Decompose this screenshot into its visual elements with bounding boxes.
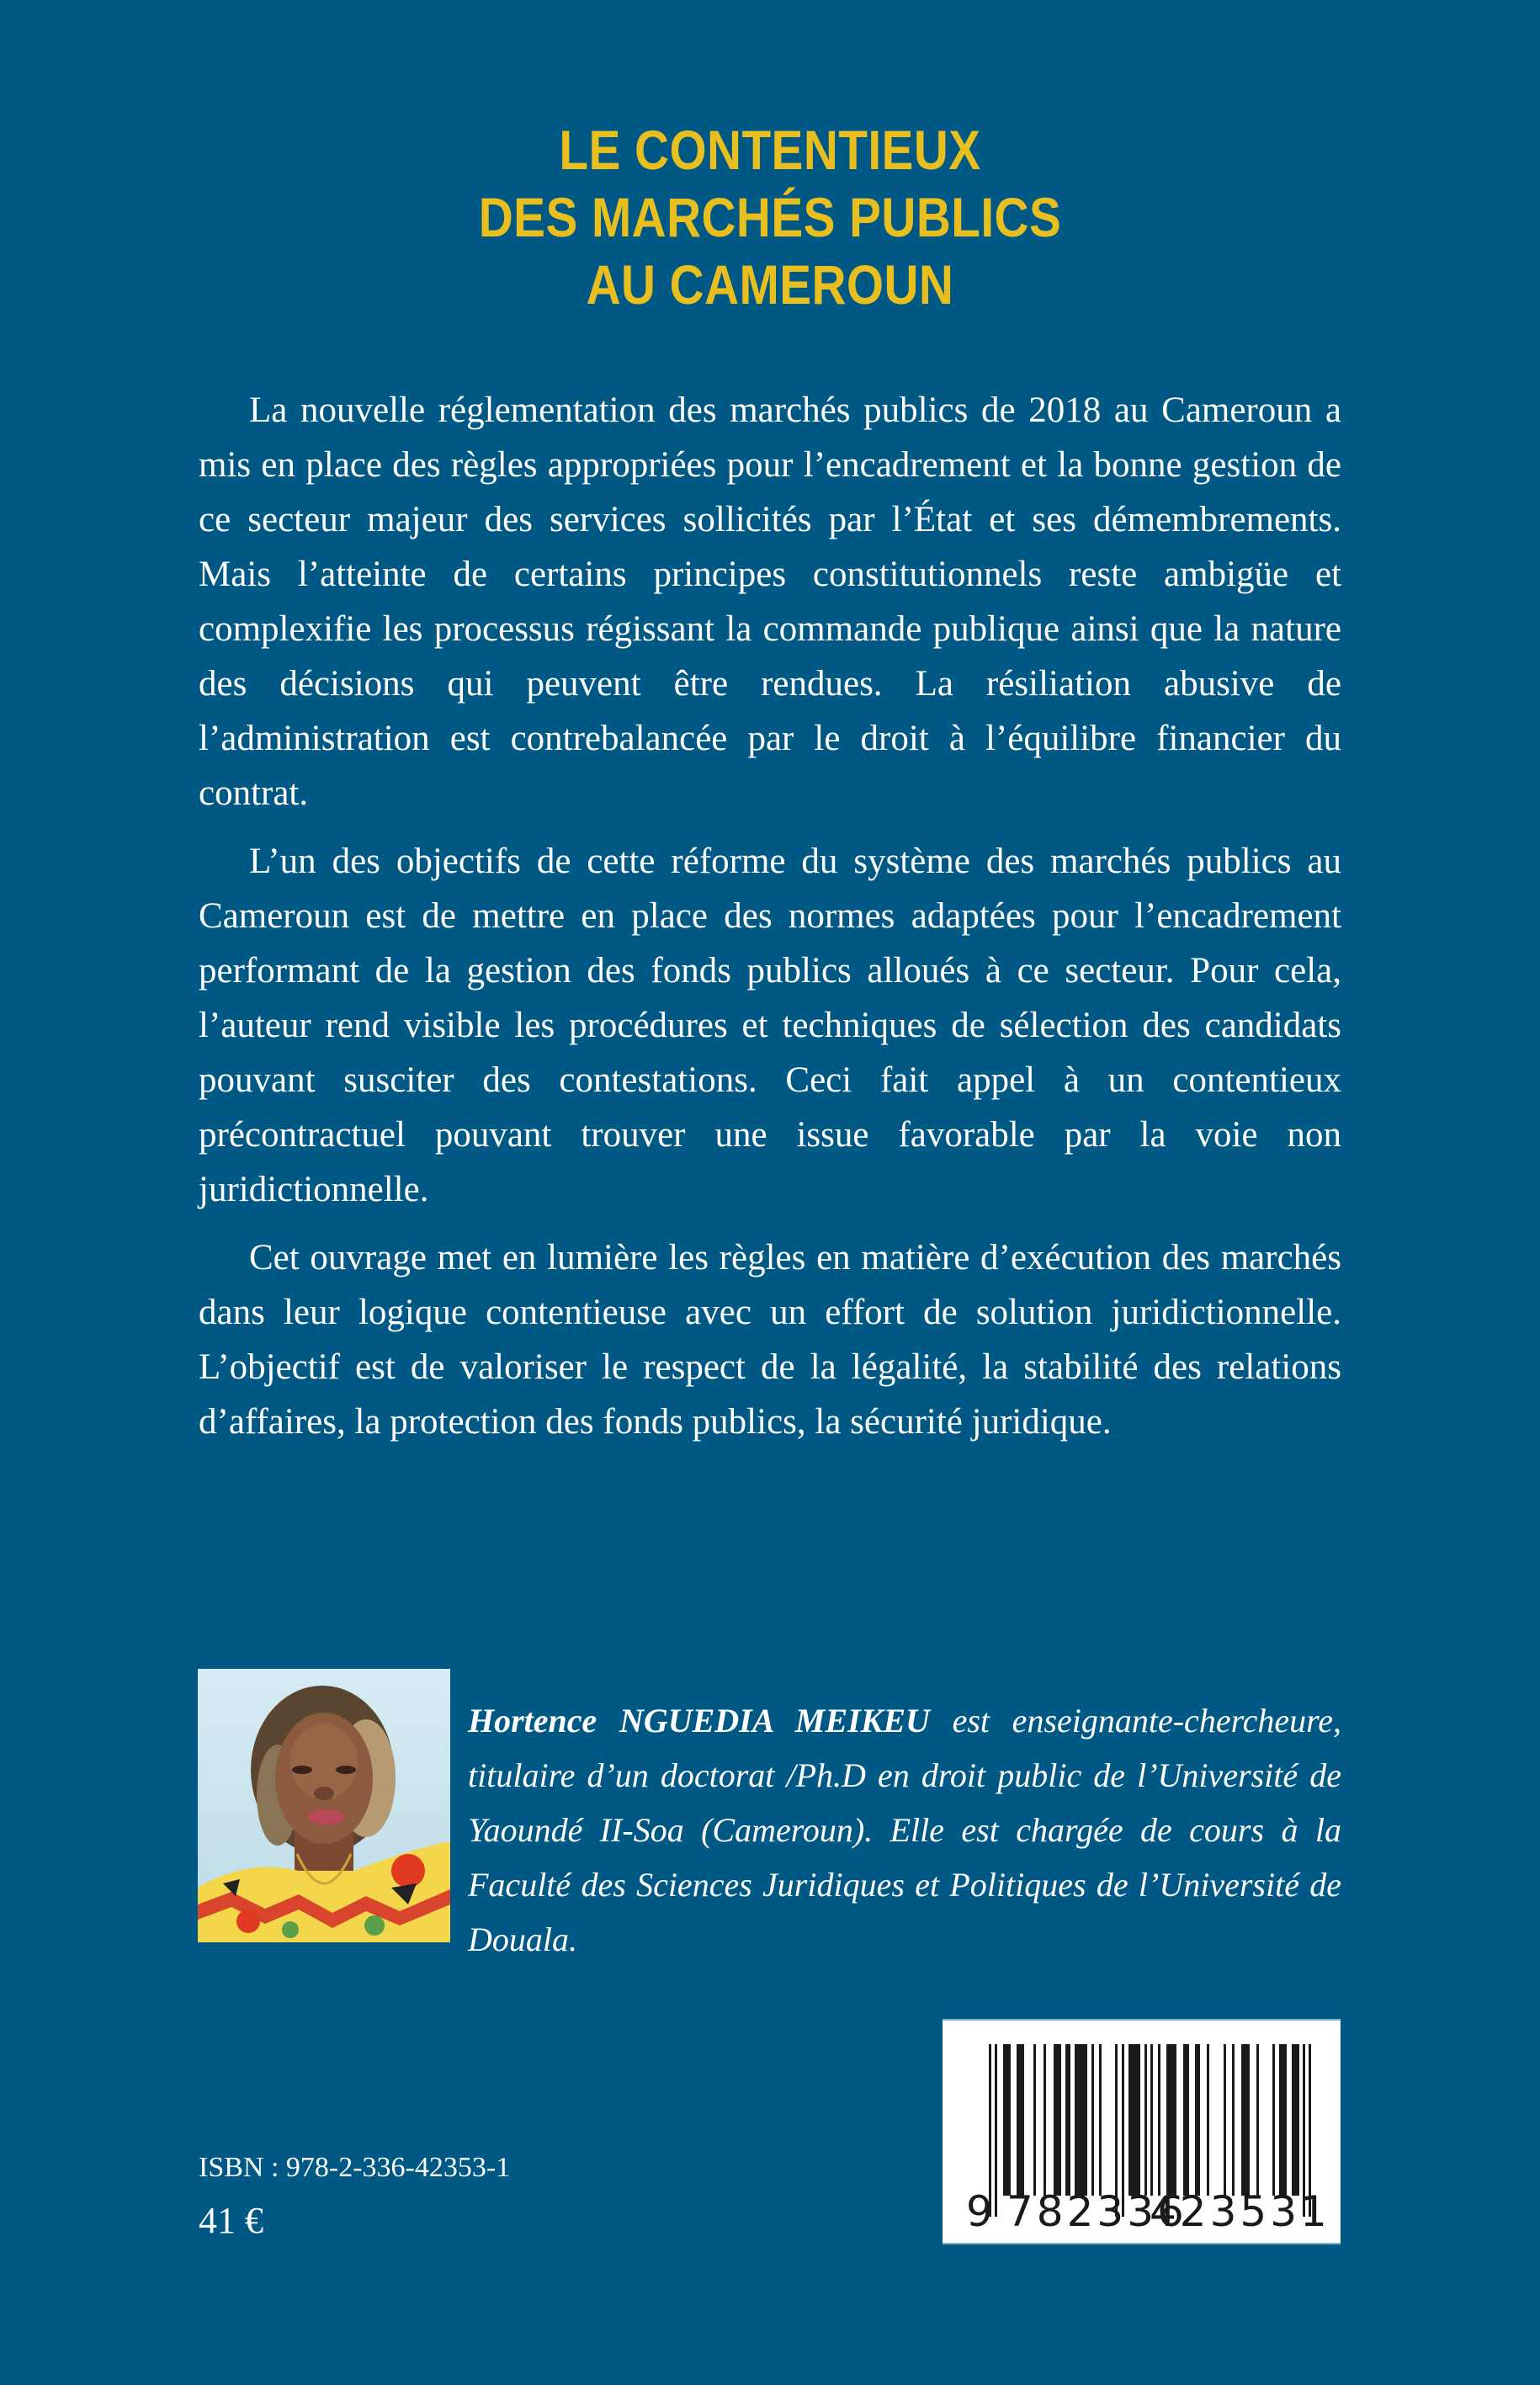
author-photo [198,1669,450,1942]
price: 41 € [199,2200,263,2241]
author-name: Hortence NGUEDIA MEIKEU [468,1702,930,1740]
blurb-paragraph-1: La nouvelle réglementation des marchés publics de 2018 au Cameroun a mis en place des règles appropriées pour l’encadrement et la bonne gestion de ce secteur majeur des services sollicités par l’État et ses démembrements. Mais l’atteinte de certains principes constitutionnels reste ambigüe et complexifie les processus régissant la commande publique ainsi que la nature des décisions qui peuvent être rendues. La résiliation abusive de l’administration est contrebalancée par le droit à l’équilibre financier du contrat. [199,390,1341,813]
title-line-1: LE CONTENTIEUX [559,119,981,181]
book-title [108,116,1432,318]
blurb [199,383,1341,1463]
blurb-paragraph-2: L’un des objectifs de cette réforme du système des marchés publics au Cameroun est de mettre en place des normes adaptées pour l’encadrement performant de la gestion des fonds publics alloués à ce secteur. Pour cela, l’auteur rend visible les procédures et techniques de sélection des candidats pouvant susciter des contestations. Ceci fait appel à un contentieux précontractuel pouvant trouver une issue favorable par la voie non juridictionnelle. [199,842,1341,1209]
barcode-first-digit: 9 [966,2187,996,2236]
title-line-2: DES MARCHÉS PUBLICS [478,186,1062,248]
title-line-3: AU CAMEROUN [586,253,954,316]
barcode-left-group: 782336 [1006,2187,1187,2236]
barcode-right-group: 423531 [1150,2187,1330,2236]
author-bio-text: est enseignante-chercheure, titulaire d’un doctorat /Ph.D en droit public de l’Université de Yaoundé II-Soa (Cameroun). Elle est chargée de cours à la Faculté des Sciences Juridiques et Politiques de l’Université de Douala. [468,1702,1341,1958]
barcode [943,2019,1341,2244]
author-bio [468,1693,1341,1967]
blurb-paragraph-3: Cet ouvrage met en lumière les règles en matière d’exécution des marchés dans leur logique contentieuse avec un effort de solution juridictionnelle. L’objectif est de valoriser le respect de la légalité, la stabilité des relations d’affaires, la protection des fonds publics, la sécurité juridique. [199,1238,1341,1442]
isbn: ISBN : 978-2-336-42353-1 [199,2152,511,2183]
